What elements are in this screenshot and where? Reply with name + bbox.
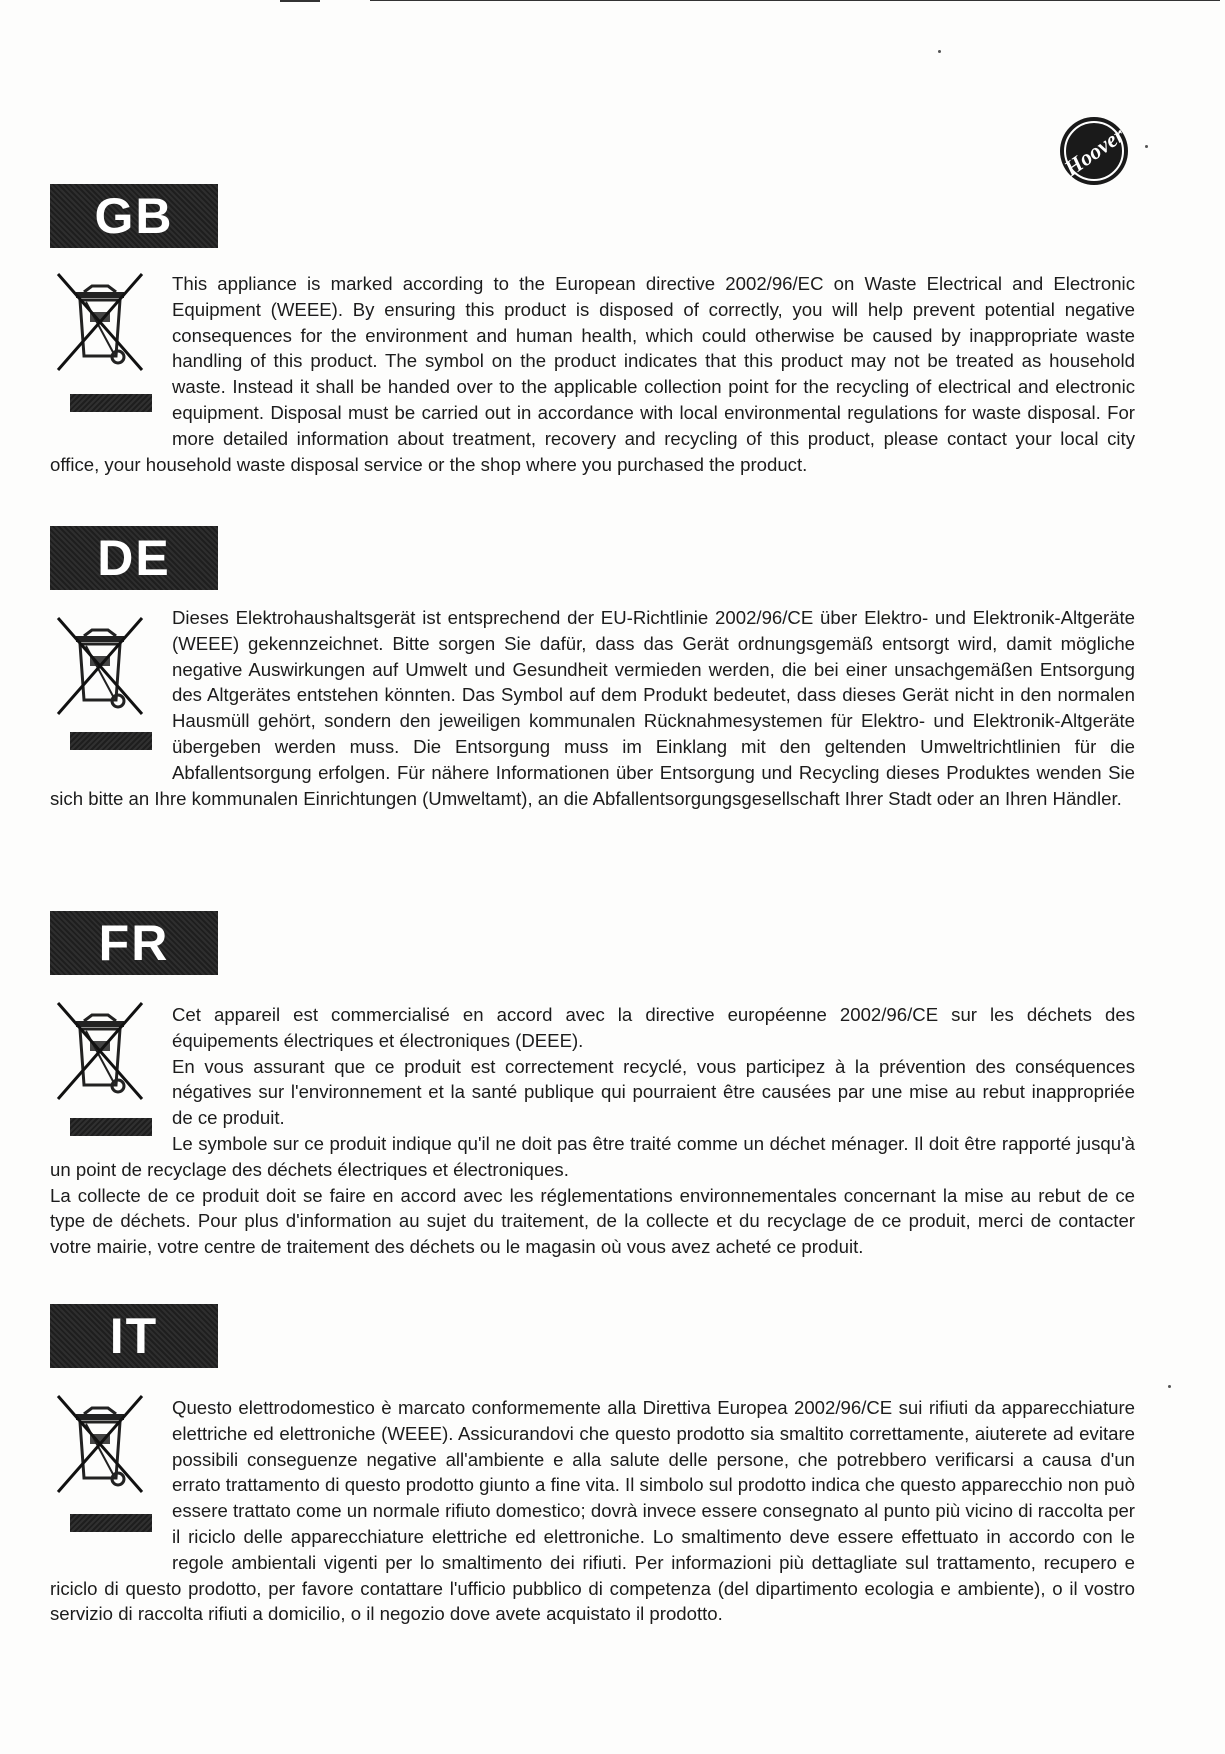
section-text-de bbox=[50, 605, 1135, 811]
hoover-logo bbox=[1058, 115, 1130, 187]
hoover-logo-text: Hoover bbox=[1059, 121, 1129, 181]
paragraph: En vous assurant que ce produit est correctement recyclé, vous participez à la prévention des conséquences négatives sur l'environnement et la santé publique qui pourraient être causées par une mise au rebut inappropriée de ce produit. bbox=[172, 1055, 1135, 1129]
scan-speck bbox=[1145, 145, 1148, 148]
section-badge-de: DE bbox=[50, 526, 218, 590]
paragraph: This appliance is marked according to the European directive 2002/96/EC on Waste Electrical and Electronic Equipment (WEEE). By ensuring this product is disposed of correctly, you will help prevent potential negative consequences for the environment and human health, which could otherwise be caused by inappropriate waste handling of this product. The symbol on the product indicates that this product may not be treated as household waste. Instead it shall be handed over to the applicable collection point for the recycling of electrical and electronic equipment. Disposal must be carried out in accordance with local environmental regulations for waste disposal. For more detailed information about treatment, recovery and recycling of this product, please contact your local city office, your household waste disposal service or the shop where you purchased the product. bbox=[50, 273, 1135, 475]
paragraph: La collecte de ce produit doit se faire en accord avec les réglementations environnementales concernant la mise au rebut de ce type de déchets. Pour plus d'information au sujet du traitement, de la collecte et du recyclage de ce produit, merci de contacter votre mairie, votre centre de traitement des déchets ou le magasin où vous avez acheté ce produit. bbox=[50, 1184, 1135, 1258]
paragraph: Le symbole sur ce produit indique qu'il ne doit pas être traité comme un déchet ménager. Il doit être rapporté jusqu'à un point de recyclage des déchets électriques et électroniques. bbox=[50, 1132, 1135, 1180]
paragraph: Questo elettrodomestico è marcato conformemente alla Direttiva Europea 2002/96/CE sui rifiuti da apparecchiature elettriche ed elettroniche (WEEE). Assicurandovi che questo prodotto sia smaltito correttamente, aiuterete ad evitare possibili conseguenze negative all'ambiente e alla salute delle persone, che potrebbero verificarsi a causa d'un errato trattamento di questo prodotto giunto a fine vita. Il simbolo sul prodotto indica che questo apparecchio non può essere trattato come un normale rifiuto domestico; dovrà invece essere consegnato al punto più vicino di raccolta per il riciclo delle apparecchiature elettriche ed elettroniche. Lo smaltimento deve essere effettuato in accordo con le regole ambientali vigenti per lo smaltimento dei rifiuti. Per informazioni più dettagliate sul trattamento, recupero e riciclo di questo prodotto, per favore contattare l'ufficio pubblico di competenza (del dipartimento ecologia e ambiente), o il vostro servizio di raccolta rifiuti a domicilio, o il negozio dove avete acquistato il prodotto. bbox=[50, 1397, 1135, 1625]
section-text-it bbox=[50, 1395, 1135, 1627]
paragraph: Cet appareil est commercialisé en accord avec la directive européenne 2002/96/CE sur les déchets des équipements électriques et électroniques (DEEE). bbox=[172, 1004, 1135, 1051]
scan-speck bbox=[938, 50, 941, 53]
scan-top-line bbox=[370, 0, 1220, 1]
section-text-gb bbox=[50, 271, 1135, 477]
hoover-logo-icon bbox=[1058, 115, 1130, 187]
paragraph: Dieses Elektrohaushaltsgerät ist entsprechend der EU-Richtlinie 2002/96/CE über Elektro- und Elektronik-Altgeräte (WEEE) gekennzeichnet. Bitte sorgen Sie dafür, dass das Gerät ordnungsgemäß entsorgt wird, damit mögliche negative Auswirkungen auf Umwelt und Gesundheit vermieden werden, die bei einer unsachgemäßen Entsorgung des Altgerätes entstehen könnten. Das Symbol auf dem Produkt bedeutet, dass dieses Gerät nicht in den normalen Hausmüll gehört, sondern den jeweiligen kommunalen Rücknahmesystemen für Elektro- und Elektronik-Altgeräte übergeben werden muss. Die Entsorgung muss im Einklang mit den geltenden Umweltrichtlinien für die Abfallentsorgung erfolgen. Für nähere Informationen über Entsorgung und Recycling dieses Produktes wenden Sie sich bitte an Ihre kommunalen Einrichtungen (Umweltamt), an die Abfallentsorgungsgesellschaft Ihrer Stadt oder an Ihren Händler. bbox=[50, 607, 1135, 809]
section-badge-it: IT bbox=[50, 1304, 218, 1368]
scan-speck bbox=[1168, 1385, 1171, 1388]
scan-top-line bbox=[280, 0, 320, 2]
section-badge-fr: FR bbox=[50, 911, 218, 975]
section-badge-gb: GB bbox=[50, 184, 218, 248]
section-text-fr bbox=[50, 1002, 1135, 1260]
